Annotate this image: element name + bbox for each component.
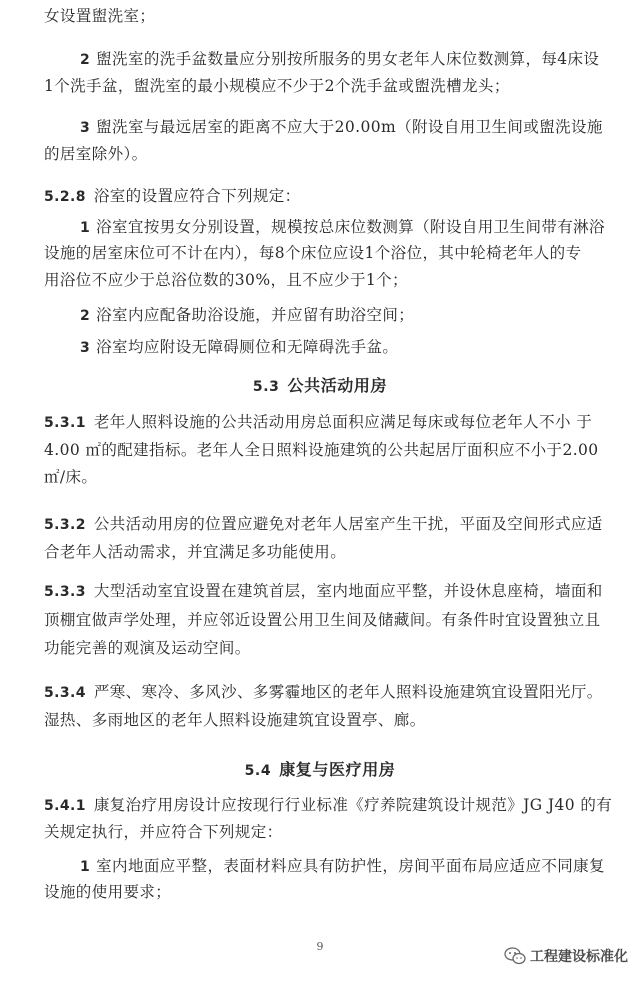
text-line: 1个洗手盆，盥洗室的最小规模应不少于2个洗手盆或盥洗槽龙头； — [44, 77, 510, 95]
text-line: 功能完善的观演及运动空间。 — [44, 639, 251, 657]
text-line: 4.00 ㎡的配建指标。老年人全日照料设施建筑的公共起居厅面积应不小于2.00 — [44, 441, 599, 459]
item-number: 2 — [80, 52, 91, 68]
clause-number: 5.4.1 — [44, 798, 86, 814]
clause-number: 5.3.2 — [44, 517, 86, 533]
clause-line: 5.3.4 严寒、寒冷、多风沙、多雾霾地区的老年人照料设施建筑宜设置阳光厅。 — [44, 683, 603, 701]
clause-line: 5.3.1 老年人照料设施的公共活动用房总面积应满足每床或每位老年人不小 于 — [44, 413, 593, 431]
text-line: 女设置盥洗室； — [44, 7, 156, 25]
clause-line: 5.4.1 康复治疗用房设计应按现行行业标准《疗养院建筑设计规范》JG J40 的有 — [44, 796, 613, 814]
text-line: 设施的使用要求； — [44, 883, 172, 901]
item-number: 3 — [80, 120, 91, 136]
item-number: 2 — [80, 308, 91, 324]
text-line: 合老年人活动需求，并宜满足多功能使用。 — [44, 543, 347, 561]
clause-line: 5.2.8 浴室的设置应符合下列规定： — [44, 187, 301, 205]
page-number: 9 — [316, 940, 324, 953]
item-number: 3 — [80, 340, 91, 356]
text-line: 3 浴室均应附设无障碍厕位和无障碍洗手盆。 — [80, 338, 399, 356]
text-line: 用浴位不应少于总浴位数的30%，且不应少于1个； — [44, 271, 408, 289]
item-number: 1 — [80, 859, 91, 875]
text-line: ㎡/床。 — [44, 468, 98, 486]
clause-line: 5.3.3 大型活动室宜设置在建筑首层，室内地面应平整，并设休息座椅，墙面和 — [44, 582, 603, 600]
clause-number: 5.3.4 — [44, 685, 86, 701]
watermark-text: 工程建设标准化 — [530, 949, 628, 965]
text-line: 湿热、多雨地区的老年人照料设施建筑宜设置亭、廊。 — [44, 711, 426, 729]
section-heading: 5.3 公共活动用房 — [252, 376, 388, 395]
text-line: 2 盥洗室的洗手盆数量应分别按所服务的男女老年人床位数测算，每4床设 — [80, 50, 600, 68]
text-line: 2 浴室内应配备助浴设施，并应留有助浴空间； — [80, 306, 415, 324]
text-line: 3 盥洗室与最远居室的距离不应大于20.00m（附设自用卫生间或盥洗设施 — [80, 118, 603, 136]
text-line: 设施的居室床位可不计在内），每8个床位应设1个浴位，其中轮椅老年人的专 — [44, 244, 582, 262]
clause-number: 5.2.8 — [44, 189, 86, 205]
section-heading: 5.4 康复与医疗用房 — [244, 760, 396, 779]
text-line: 1 室内地面应平整，表面材料应具有防护性，房间平面布局应适应不同康复 — [80, 857, 605, 875]
clause-line: 5.3.2 公共活动用房的位置应避免对老年人居室产生干扰，平面及空间形式应适 — [44, 515, 603, 533]
text-line: 的居室除外）。 — [44, 145, 148, 163]
clause-number: 5.3.3 — [44, 584, 86, 600]
clause-number: 5.3.1 — [44, 415, 86, 431]
wechat-icon — [504, 947, 526, 965]
text-line: 顶棚宜做声学处理，并应邻近设置公用卫生间及储藏间。有条件时宜设置独立且 — [44, 611, 601, 629]
text-line: 关规定执行，并应符合下列规定： — [44, 823, 283, 841]
watermark — [504, 946, 628, 966]
text-line: 1 浴室宜按男女分别设置，规模按总床位数测算（附设自用卫生间带有淋浴 — [80, 218, 605, 236]
item-number: 1 — [80, 220, 91, 236]
